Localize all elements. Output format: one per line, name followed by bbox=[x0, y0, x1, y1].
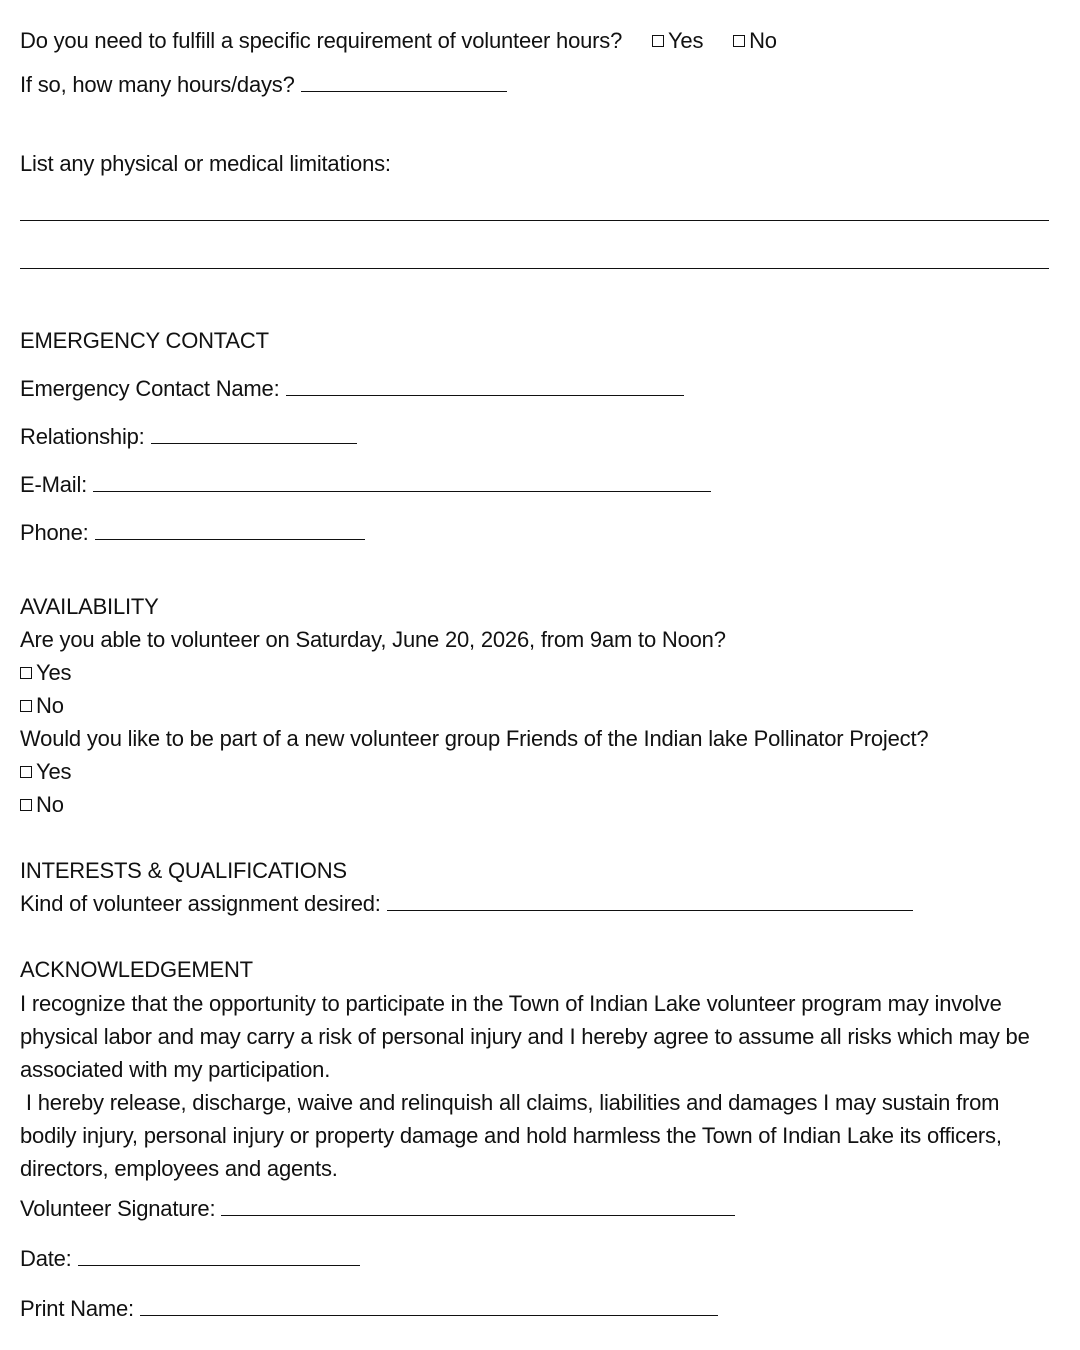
hours-field[interactable] bbox=[301, 73, 507, 92]
availability-q1-no-label: No bbox=[36, 693, 64, 718]
availability-q1-yes-label: Yes bbox=[36, 660, 72, 685]
print-name-field[interactable] bbox=[140, 1297, 718, 1316]
availability-question-2: Would you like to be part of a new volunteer group Friends of the Indian lake Pollinator Project? bbox=[20, 726, 929, 751]
requirement-yes-option[interactable] bbox=[652, 28, 703, 53]
limitations-line-2[interactable] bbox=[20, 268, 1049, 269]
assignment-field[interactable] bbox=[387, 892, 913, 911]
emergency-name-field[interactable] bbox=[286, 377, 684, 396]
date-field[interactable] bbox=[78, 1247, 360, 1266]
checkbox-icon[interactable] bbox=[20, 799, 32, 811]
availability-q2-no-option[interactable] bbox=[20, 792, 64, 818]
date-label: Date: bbox=[20, 1246, 72, 1271]
print-name-row bbox=[20, 1296, 718, 1322]
checkbox-icon[interactable] bbox=[652, 35, 664, 47]
assignment-row bbox=[20, 891, 913, 917]
availability-q1-yes-option[interactable] bbox=[20, 660, 71, 686]
requirement-yes-label: Yes bbox=[667, 28, 704, 53]
checkbox-icon[interactable] bbox=[733, 35, 745, 47]
acknowledgement-paragraph-2: I hereby release, discharge, waive and relinquish all claims, liabilities and damages I may sustain from bodily injury, personal injury or property damage and hold harmless the Town of Indian Lake its officers, directors, employees and agents. bbox=[20, 1090, 1008, 1181]
relationship-row bbox=[20, 424, 357, 450]
print-name-label: Print Name: bbox=[20, 1296, 134, 1321]
requirement-question: Do you need to fulfill a specific requirement of volunteer hours? bbox=[20, 28, 623, 53]
assignment-label: Kind of volunteer assignment desired: bbox=[20, 891, 381, 916]
phone-row bbox=[20, 520, 365, 546]
date-row bbox=[20, 1246, 360, 1272]
signature-label: Volunteer Signature: bbox=[20, 1196, 216, 1221]
email-label: E-Mail: bbox=[20, 472, 88, 497]
relationship-label: Relationship: bbox=[20, 424, 145, 449]
limitations-label: List any physical or medical limitations: bbox=[20, 151, 391, 176]
checkbox-icon[interactable] bbox=[20, 700, 32, 712]
checkbox-icon[interactable] bbox=[20, 667, 32, 679]
emergency-heading: EMERGENCY CONTACT bbox=[20, 328, 269, 353]
acknowledgement-heading: ACKNOWLEDGEMENT bbox=[20, 957, 253, 982]
signature-field[interactable] bbox=[221, 1197, 735, 1216]
hours-label: If so, how many hours/days? bbox=[20, 72, 295, 97]
email-field[interactable] bbox=[93, 473, 711, 492]
availability-q2-yes-label: Yes bbox=[36, 759, 72, 784]
hours-row bbox=[20, 72, 507, 98]
requirement-no-label: No bbox=[749, 28, 777, 53]
signature-row bbox=[20, 1196, 735, 1222]
availability-heading: AVAILABILITY bbox=[20, 594, 159, 619]
availability-q2-no-label: No bbox=[36, 792, 64, 817]
emergency-name-row bbox=[20, 376, 684, 402]
phone-label: Phone: bbox=[20, 520, 89, 545]
emergency-name-label: Emergency Contact Name: bbox=[20, 376, 280, 401]
email-row bbox=[20, 472, 711, 498]
checkbox-icon[interactable] bbox=[20, 766, 32, 778]
requirement-no-option[interactable] bbox=[733, 28, 777, 53]
relationship-field[interactable] bbox=[151, 425, 357, 444]
limitations-line-1[interactable] bbox=[20, 220, 1049, 221]
availability-q1-no-option[interactable] bbox=[20, 693, 64, 719]
requirement-row bbox=[20, 28, 777, 54]
phone-field[interactable] bbox=[95, 521, 365, 540]
availability-question-1: Are you able to volunteer on Saturday, June 20, 2026, from 9am to Noon? bbox=[20, 627, 726, 652]
interests-heading: INTERESTS & QUALIFICATIONS bbox=[20, 858, 347, 883]
availability-q2-yes-option[interactable] bbox=[20, 759, 71, 785]
acknowledgement-paragraph-1: I recognize that the opportunity to participate in the Town of Indian Lake volunteer program may involve physical labor and may carry a risk of personal injury and I hereby agree to assume all risks which may be associated with my participation. bbox=[20, 991, 1030, 1082]
